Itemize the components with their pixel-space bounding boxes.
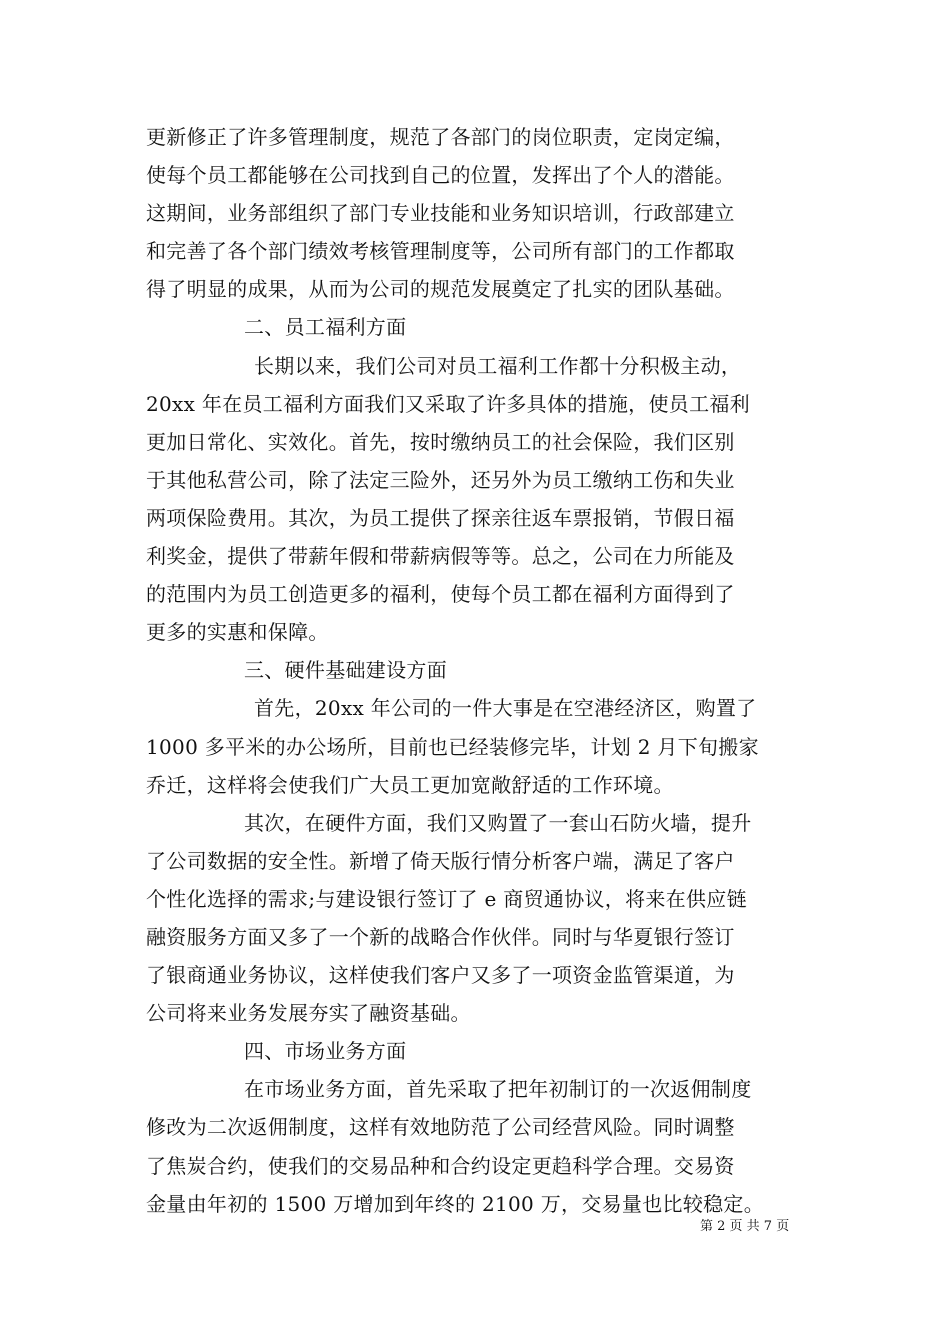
text-line: 得了明显的成果，从而为公司的规范发展奠定了扎实的团队基础。 [146, 277, 735, 302]
text-line: 了银商通业务协议，这样使我们客户又多了一项资金监管渠道，为 [146, 963, 735, 988]
text-line: 个性化选择的需求;与建设银行签订了 e 商贸通协议，将来在供应链 [146, 886, 747, 911]
text-line: 更新修正了许多管理制度，规范了各部门的岗位职责，定岗定编， [146, 125, 735, 149]
text-line: 于其他私营公司，除了法定三险外，还另外为员工缴纳工伤和失业 [146, 467, 735, 492]
text-line: 和完善了各个部门绩效考核管理制度等，公司所有部门的工作都取 [146, 239, 735, 264]
text-line: 使每个员工都能够在公司找到自己的位置，发挥出了个人的潜能。 [146, 163, 735, 188]
text-line: 两项保险费用。其次，为员工提供了探亲往返车票报销，节假日福 [146, 505, 735, 530]
section-heading-line: 四、市场业务方面 [244, 1039, 407, 1064]
text-line: 的范围内为员工创造更多的福利，使每个员工都在福利方面得到了 [146, 582, 735, 607]
text-line: 修改为二次返佣制度，这样有效地防范了公司经营风险。同时调整 [146, 1115, 735, 1140]
text-line: 了公司数据的安全性。新增了倚天版行情分析客户端，满足了客户 [146, 848, 735, 873]
text-line: 更加日常化、实效化。首先，按时缴纳员工的社会保险，我们区别 [146, 429, 735, 454]
text-line: 金量由年初的 1500 万增加到年终的 2100 万，交易量也比较稳定。 [146, 1191, 765, 1216]
section-heading-line: 三、硬件基础建设方面 [244, 658, 447, 683]
text-line: 了焦炭合约，使我们的交易品种和合约设定更趋科学合理。交易资 [146, 1153, 735, 1178]
text-line: 首先，20xx 年公司的一件大事是在空港经济区，购置了 [254, 696, 757, 721]
text-line: 利奖金，提供了带薪年假和带薪病假等等。总之，公司在力所能及 [146, 544, 735, 569]
text-line: 20xx 年在员工福利方面我们又采取了许多具体的措施，使员工福利 [146, 391, 750, 416]
section-heading-line: 其次，在硬件方面，我们又购置了一套山石防火墙，提升 [244, 810, 752, 835]
text-line: 1000 多平米的办公场所，目前也已经装修完毕，计划 2 月下旬搬家 [146, 734, 759, 759]
text-line: 这期间，业务部组织了部门专业技能和业务知识培训，行政部建立 [146, 201, 735, 226]
text-line: 公司将来业务发展夯实了融资基础。 [146, 1001, 471, 1026]
text-line: 更多的实惠和保障。 [146, 620, 329, 645]
section-heading-line: 在市场业务方面，首先采取了把年初制订的一次返佣制度 [244, 1077, 752, 1102]
page-number-footer: 第 2 页 共 7 页 [700, 1219, 790, 1234]
text-line: 长期以来，我们公司对员工福利工作都十分积极主动， [254, 353, 742, 378]
document-body [146, 118, 808, 1223]
text-line: 融资服务方面又多了一个新的战略合作伙伴。同时与华夏银行签订 [146, 924, 735, 949]
section-heading-line: 二、员工福利方面 [244, 315, 407, 340]
text-line: 乔迁，这样将会使我们广大员工更加宽敞舒适的工作环境。 [146, 772, 674, 797]
